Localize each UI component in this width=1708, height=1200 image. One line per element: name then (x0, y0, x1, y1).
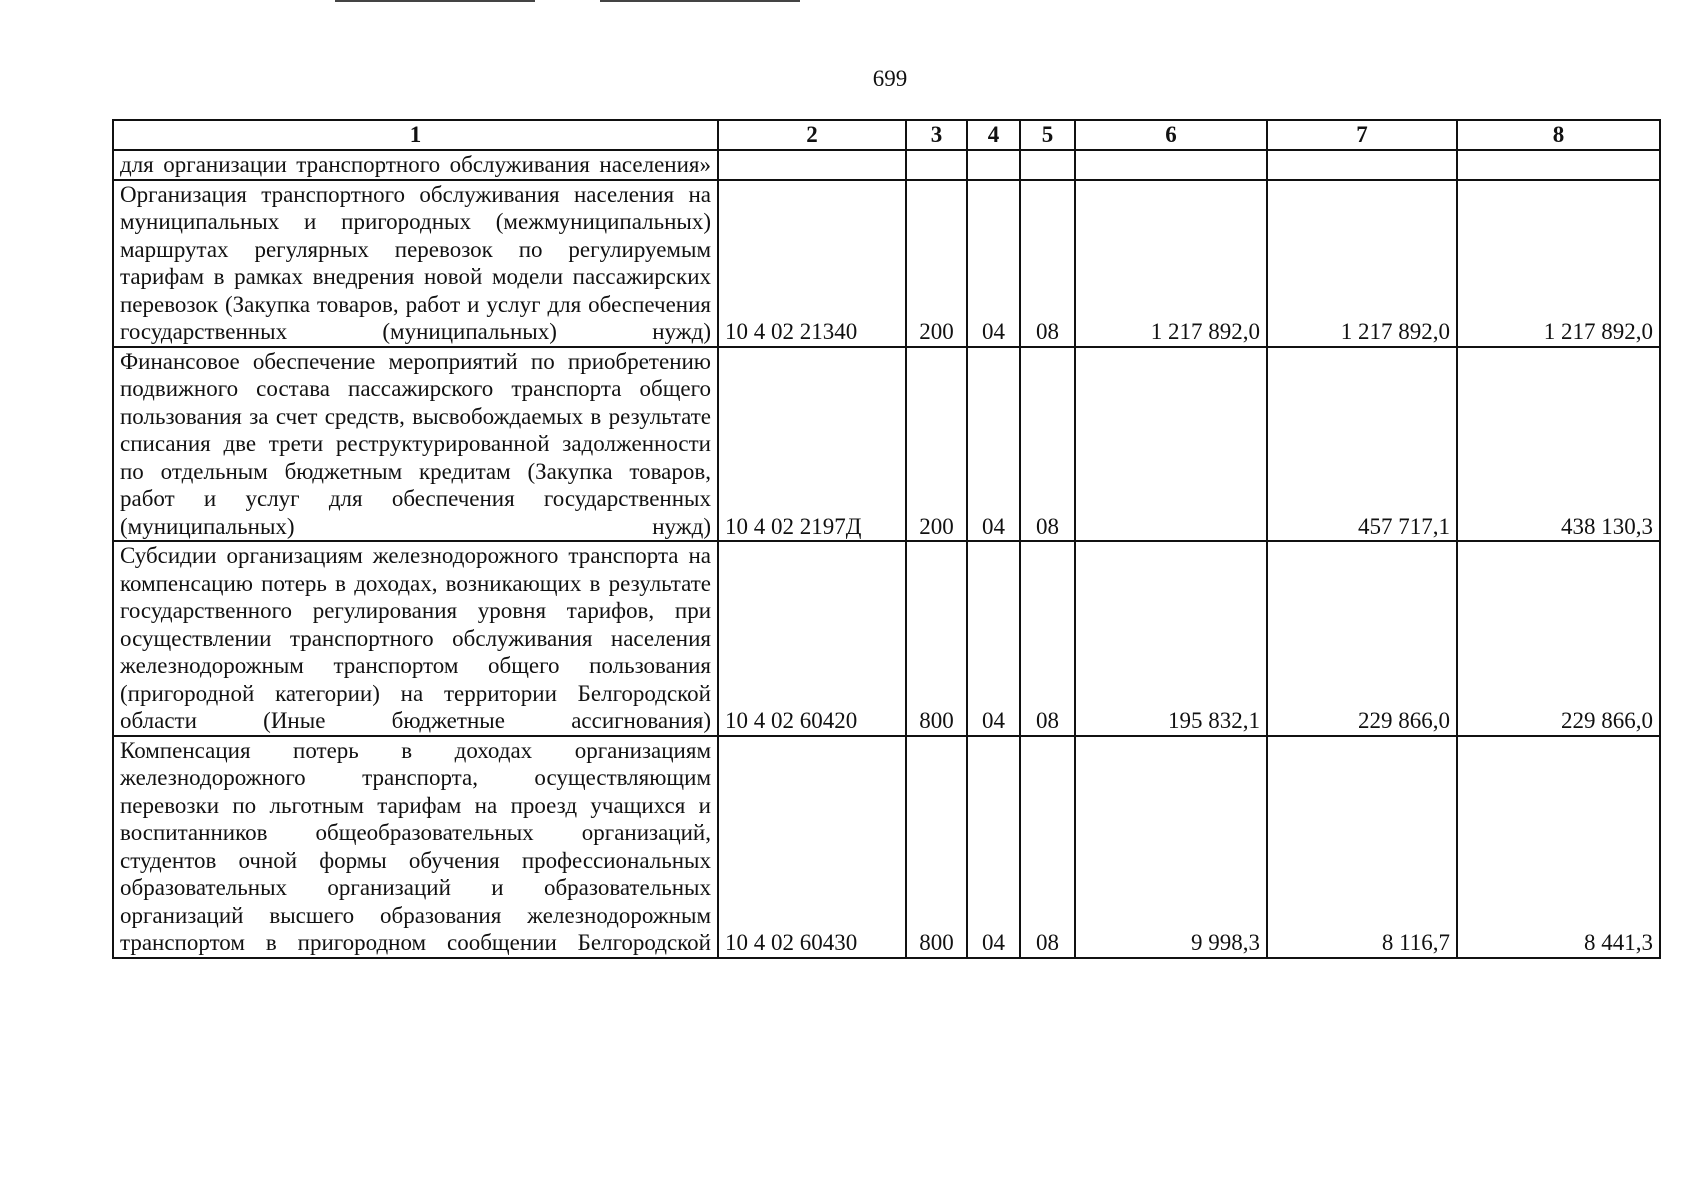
table-row (113, 150, 1660, 180)
row-col6: 9 998,3 (1075, 736, 1267, 958)
row-description: Субсидии организациям железнодорожного транспорта на компенсацию потерь в доходах, возникающих в результате государственного регулирования уровня тарифов, при осуществлении транспортного обслуживания населения железнодорожным транспортом общего пользования (пригородной категории) на территории Белгородской области (Иные бюджетные ассигнования) (113, 541, 718, 736)
row-col8: 8 441,3 (1457, 736, 1660, 958)
scan-edge-mark-1 (335, 0, 535, 2)
row-pr (1020, 150, 1075, 180)
scan-edge-mark-2 (600, 0, 800, 2)
row-col6 (1075, 347, 1267, 542)
row-rz (967, 150, 1020, 180)
row-col7: 229 866,0 (1267, 541, 1457, 736)
header-col-4: 4 (967, 120, 1020, 150)
row-vr: 800 (906, 736, 967, 958)
row-vr: 800 (906, 541, 967, 736)
row-code (718, 150, 906, 180)
header-col-8: 8 (1457, 120, 1660, 150)
row-rz: 04 (967, 347, 1020, 542)
row-vr: 200 (906, 347, 967, 542)
row-pr: 08 (1020, 736, 1075, 958)
table-row (113, 541, 1660, 736)
header-col-7: 7 (1267, 120, 1457, 150)
row-description: Финансовое обеспечение мероприятий по приобретению подвижного состава пассажирского транспорта общего пользования за счет средств, высвобождаемых в результате списания две трети реструктурированной задолженности по отдельным бюджетным кредитам (Закупка товаров, работ и услуг для обеспечения государственных (муниципальных) нужд) (113, 347, 718, 542)
row-rz: 04 (967, 180, 1020, 347)
row-col7: 1 217 892,0 (1267, 180, 1457, 347)
header-row (113, 120, 1660, 150)
budget-table (112, 119, 1661, 959)
table-row (113, 180, 1660, 347)
row-col8 (1457, 150, 1660, 180)
row-col7 (1267, 150, 1457, 180)
row-col6 (1075, 150, 1267, 180)
row-col7: 457 717,1 (1267, 347, 1457, 542)
page-number: 699 (872, 66, 908, 91)
row-pr: 08 (1020, 180, 1075, 347)
header-col-2: 2 (718, 120, 906, 150)
header-col-1: 1 (113, 120, 718, 150)
header-col-3: 3 (906, 120, 967, 150)
row-rz: 04 (967, 736, 1020, 958)
row-description: Организация транспортного обслуживания населения на муниципальных и пригородных (межмуниципальных) маршрутах регулярных перевозок по регулируемым тарифам в рамках внедрения новой модели пассажирских перевозок (Закупка товаров, работ и услуг для обеспечения государственных (муниципальных) нужд) (113, 180, 718, 347)
row-pr: 08 (1020, 347, 1075, 542)
row-col7: 8 116,7 (1267, 736, 1457, 958)
row-pr: 08 (1020, 541, 1075, 736)
table-row (113, 347, 1660, 542)
row-description: Компенсация потерь в доходах организациям железнодорожного транспорта, осуществляющим перевозки по льготным тарифам на проезд учащихся и воспитанников общеобразовательных организаций, студентов очной формы обучения профессиональных образовательных организаций и образовательных организаций высшего образования железнодорожным транспортом в пригородном сообщении Белгородской (113, 736, 718, 958)
header-col-5: 5 (1020, 120, 1075, 150)
row-col6: 195 832,1 (1075, 541, 1267, 736)
row-code: 10 4 02 2197Д (718, 347, 906, 542)
row-col8: 438 130,3 (1457, 347, 1660, 542)
row-code: 10 4 02 21340 (718, 180, 906, 347)
row-col8: 1 217 892,0 (1457, 180, 1660, 347)
row-code: 10 4 02 60430 (718, 736, 906, 958)
row-vr (906, 150, 967, 180)
row-rz: 04 (967, 541, 1020, 736)
row-vr: 200 (906, 180, 967, 347)
row-description: для организации транспортного обслуживания населения» (113, 150, 718, 180)
row-code: 10 4 02 60420 (718, 541, 906, 736)
row-col6: 1 217 892,0 (1075, 180, 1267, 347)
header-col-6: 6 (1075, 120, 1267, 150)
table-row (113, 736, 1660, 958)
row-col8: 229 866,0 (1457, 541, 1660, 736)
